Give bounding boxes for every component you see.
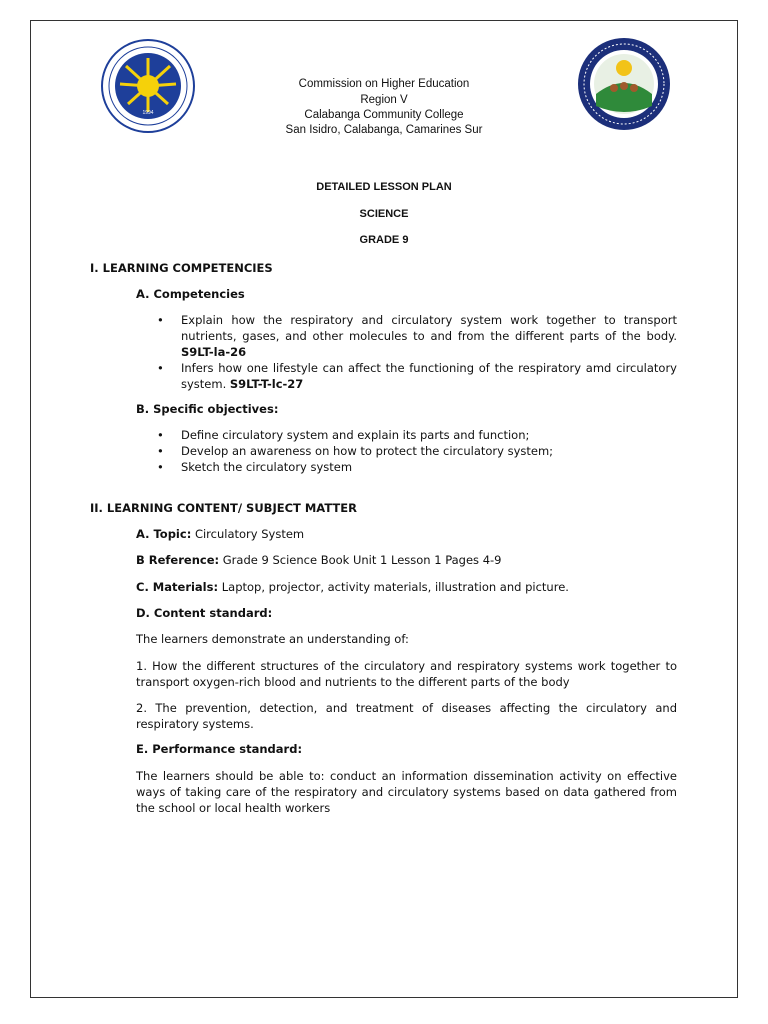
list-item <box>157 360 677 392</box>
performance-standard-text: The learners should be able to: conduct an information dissemination activity on effective ways of taking care of the respiratory and circulatory systems based on data gathered from the school or local health workers <box>136 769 677 815</box>
topic-label: A. Topic: <box>136 527 192 541</box>
materials-row <box>136 579 569 595</box>
competency-code: S9LT-T-lc-27 <box>229 377 304 391</box>
reference-value: Grade 9 Science Book Unit 1 Lesson 1 Pages 4-9 <box>222 553 502 567</box>
subject-title: SCIENCE <box>359 208 409 220</box>
objective-text: Develop an awareness on how to protect the circulatory system; <box>181 444 554 458</box>
content-point-2: 2. The prevention, detection, and treatment of diseases affecting the circulatory and respiratory systems. <box>136 701 677 731</box>
header-line-region: Region V <box>360 94 408 106</box>
header-line-address: San Isidro, Calabanga, Camarines Sur <box>285 124 483 136</box>
reference-row <box>136 552 502 568</box>
list-item <box>157 427 677 443</box>
list-item <box>157 459 677 475</box>
bullet-icon: • <box>157 428 164 442</box>
performance-standard-heading: E. Performance standard: <box>136 742 303 756</box>
topic-row <box>136 526 304 542</box>
bullet-icon: • <box>157 444 164 458</box>
reference-label: B Reference: <box>136 553 220 567</box>
competencies-heading: A. Competencies <box>136 287 245 301</box>
materials-value: Laptop, projector, activity materials, illustration and picture. <box>221 580 569 594</box>
objectives-heading: B. Specific objectives: <box>136 402 279 416</box>
objective-text: Sketch the circulatory system <box>181 460 353 474</box>
section-2-heading: II. LEARNING CONTENT/ SUBJECT MATTER <box>90 501 357 515</box>
document-title: DETAILED LESSON PLAN <box>316 181 452 193</box>
header-line-ched: Commission on Higher Education <box>298 78 470 90</box>
content-intro: The learners demonstrate an understanding of: <box>136 632 409 646</box>
section-1-heading: I. LEARNING COMPETENCIES <box>90 261 273 275</box>
competencies-list <box>157 312 677 392</box>
competency-text: Explain how the respiratory and circulatory system work together to transport nutrients, gases, and other molecules to and from the different parts of the body. <box>181 313 677 343</box>
competency-text: Infers how one lifestyle can affect the functioning of the respiratory amd circulatory system. <box>181 361 677 391</box>
bullet-icon: • <box>157 313 164 327</box>
materials-label: C. Materials: <box>136 580 219 594</box>
topic-value: Circulatory System <box>194 527 305 541</box>
objectives-list <box>157 427 677 475</box>
content-standard-heading: D. Content standard: <box>136 606 273 620</box>
grade-title: GRADE 9 <box>359 234 409 246</box>
header-line-college: Calabanga Community College <box>304 109 464 121</box>
list-item <box>157 443 677 459</box>
competency-code: S9LT-la-26 <box>181 345 247 359</box>
bullet-icon: • <box>157 361 164 375</box>
bullet-icon: • <box>157 460 164 474</box>
objective-text: Define circulatory system and explain its parts and function; <box>181 428 530 442</box>
ched-seal-year: 1994 <box>142 110 154 116</box>
list-item <box>157 312 677 360</box>
content-point-1: 1. How the different structures of the circulatory and respiratory systems work together to transport oxygen-rich blood and nutrients to the different parts of the body <box>136 659 677 689</box>
